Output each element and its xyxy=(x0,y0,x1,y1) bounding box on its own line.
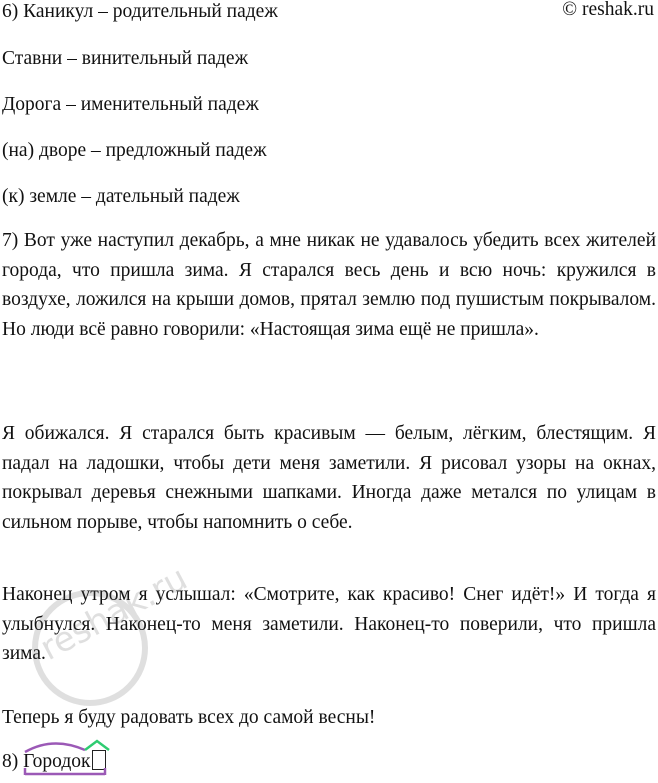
word-text: Городок xyxy=(23,751,91,772)
task7-paragraph-2: Я обижался. Я старался быть красивым — белым, лёгким, блестящим. Я падал на ладошки, чтобы дети меня заметили. Я рисовал узоры на окнах, покрывал деревья снежными шапками. Иногда даже метался по улицам в сильном порыве, чтобы напомнить о себе. xyxy=(2,423,656,533)
task8-row xyxy=(2,750,106,772)
task6-line-2: Ставни – винительный падеж xyxy=(2,48,249,69)
copyright-watermark: © reshak.ru xyxy=(562,0,654,20)
morpheme-word xyxy=(23,752,90,772)
task7-paragraph-4: Теперь я буду радовать всех до самой весны! xyxy=(2,707,376,728)
task6-line-4: (на) дворе – предложный падеж xyxy=(2,140,267,161)
task7-paragraph-1: 7) Вот уже наступил декабрь, а мне никак не удавалось убедить всех жителей города, что пришла зима. Я старался весь день и всю ночь: кружился в воздухе, ложился на крыши домов, прятал землю под пушистым покрывалом. Но люди всё равно говорили: «Настоящая зима ещё не пришла». xyxy=(2,230,656,340)
task8-number: 8) xyxy=(2,751,24,772)
task7-paragraph-3: Наконец утром я услышал: «Смотрите, как красиво! Снег идёт!» И тогда я улыбнулся. Наконец-то меня заметили. Наконец-то поверили, что пришла зима. xyxy=(2,584,656,664)
task6-line-5: (к) земле – дательный падеж xyxy=(2,186,240,207)
task6-line-3: Дорога – именительный падеж xyxy=(2,94,259,115)
ending-box-icon xyxy=(92,750,106,770)
suffix-mark-icon xyxy=(85,741,109,750)
task6-line-1: 6) Каникул – родительный падеж xyxy=(2,1,278,22)
watermark-text: reshak.ru xyxy=(33,558,194,669)
